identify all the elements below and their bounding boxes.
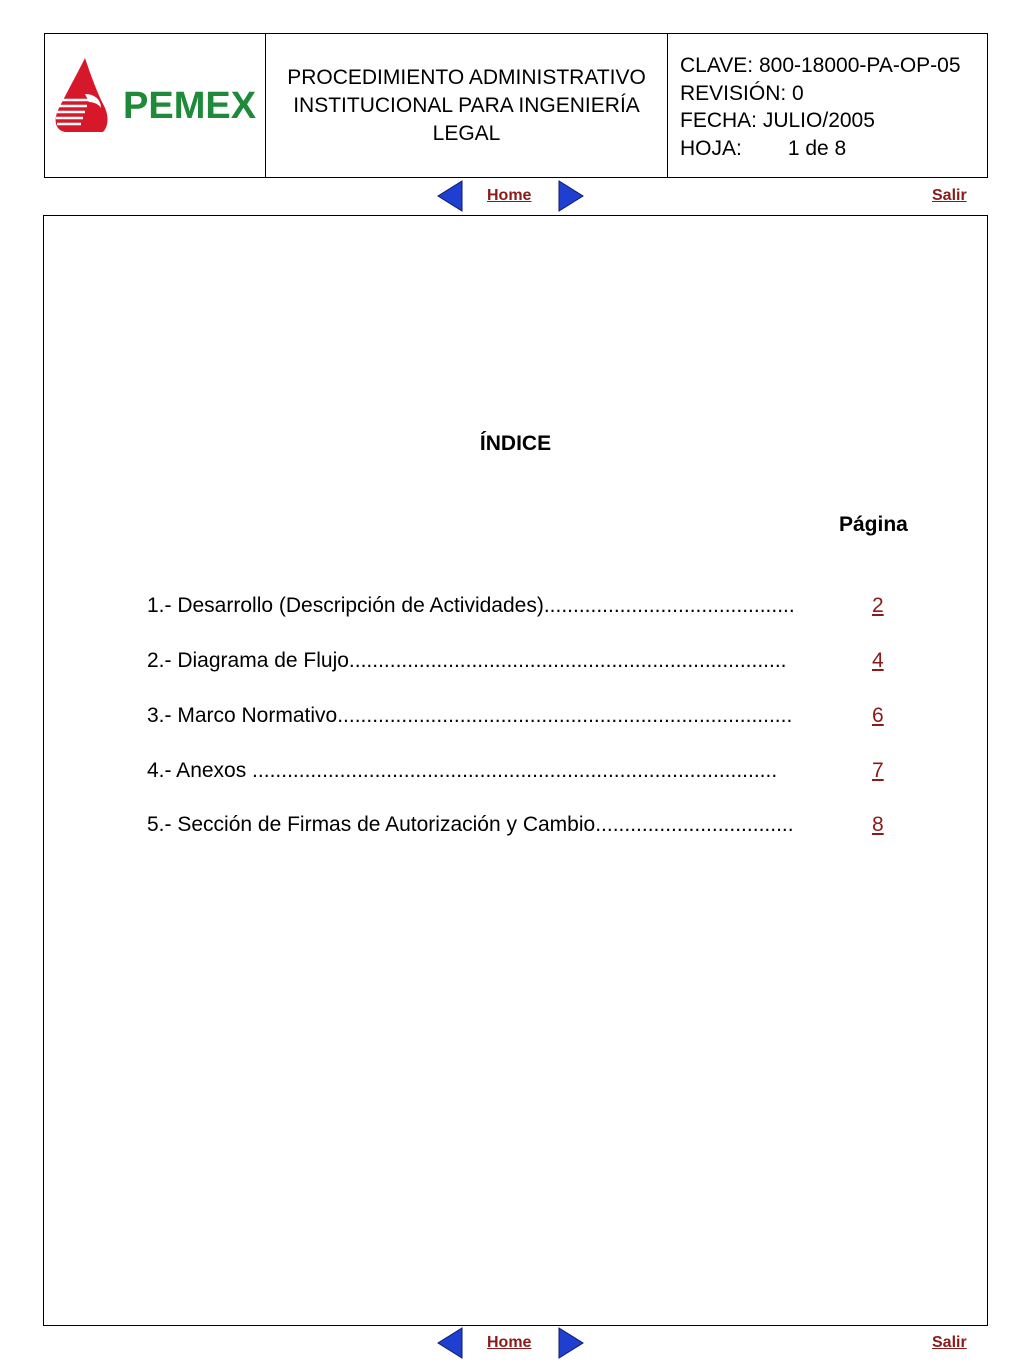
title-line-1: PROCEDIMIENTO ADMINISTRATIVO [287,65,646,89]
toc-item [147,759,907,783]
salir-link[interactable]: Salir [932,1334,967,1351]
home-link[interactable]: Home [487,187,532,204]
toc-item [147,649,907,673]
right-arrow-icon[interactable] [558,1327,584,1359]
salir-link[interactable]: Salir [932,187,967,204]
toc-page-link[interactable]: 2 [872,594,884,617]
bottom-navigation [0,1327,1024,1361]
content-frame [43,215,988,1326]
toc-page-link[interactable]: 7 [872,759,884,782]
title-line-3: LEGAL [432,121,501,145]
toc-item-text: 1.- Desarrollo (Descripción de Actividades)........................................... [147,594,795,617]
logo-cell [45,34,266,177]
toc-item-text: 3.- Marco Normativo.............................................................................. [147,704,793,727]
toc-page-link[interactable]: 8 [872,813,884,836]
document-header [44,33,988,178]
hoja-field [680,135,987,163]
toc-item-text: 2.- Diagrama de Flujo........................................................................... [147,649,787,672]
pemex-logo [45,34,265,179]
left-arrow-icon[interactable] [437,1327,463,1359]
toc-item-text: 5.- Sección de Firmas de Autorización y Cambio.................................. [147,813,794,836]
toc-item [147,813,907,837]
home-link[interactable]: Home [487,1334,532,1351]
toc-page-link[interactable]: 4 [872,649,884,672]
index-title: ÍNDICE [479,432,552,455]
revision-field: REVISIÓN: 0 [680,81,804,105]
clave-field: CLAVE: 800-18000-PA-OP-05 [680,54,961,77]
document-title [266,34,668,177]
hoja-label: HOJA: [680,136,742,160]
hoja-value: 1 de 8 [787,136,847,160]
toc-page-link[interactable]: 6 [872,704,884,727]
svg-text:PEMEX: PEMEX [123,85,257,127]
fecha-field: FECHA: JULIO/2005 [680,109,875,132]
right-arrow-icon[interactable] [558,180,584,212]
top-navigation [0,180,1024,214]
pagina-column-label: Página [839,513,908,536]
toc-item [147,704,907,728]
pemex-emblem-icon [56,58,108,132]
title-line-2: INSTITUCIONAL PARA INGENIERÍA [293,93,640,117]
toc-item [147,594,907,618]
left-arrow-icon[interactable] [437,180,463,212]
document-info [668,34,987,177]
toc-item-text: 4.- Anexos .......................................................................................... [147,759,778,782]
